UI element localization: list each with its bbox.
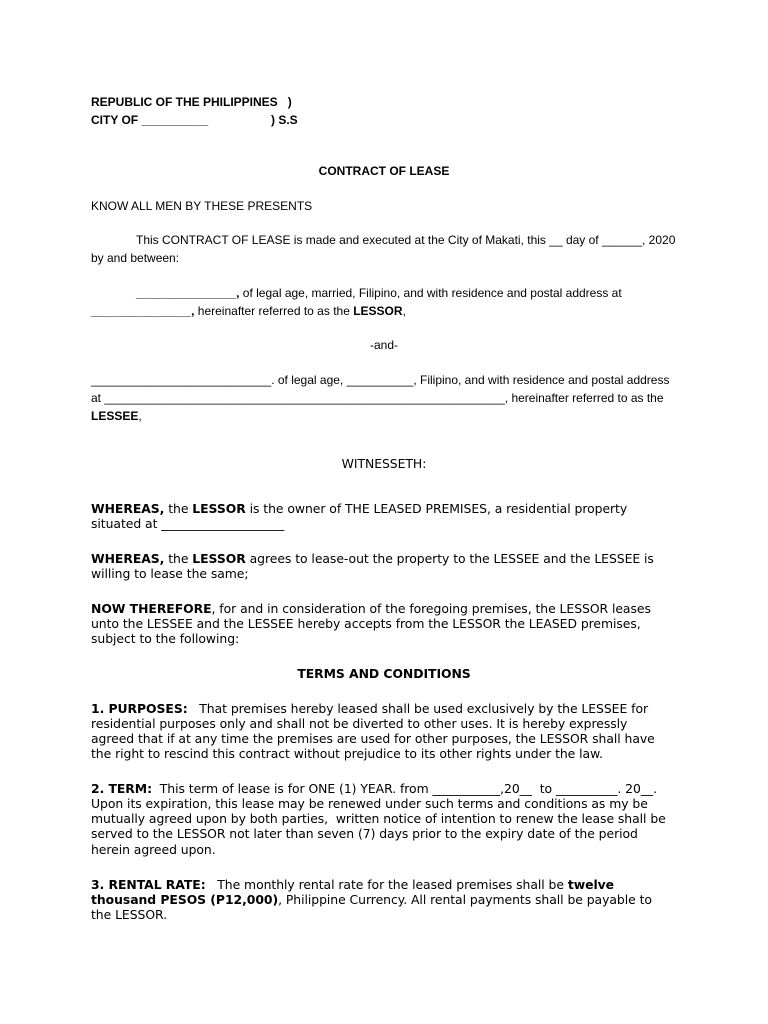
rental-line-2 bbox=[91, 892, 652, 907]
city-blank: __________ bbox=[141, 113, 209, 127]
whereas-2-line-2: willing to lease the same; bbox=[91, 566, 249, 581]
whereas-1-line-2: situated at ____________________ bbox=[91, 516, 285, 531]
now-therefore-line-3: subject to the following: bbox=[91, 631, 240, 646]
rental-amount-a: twelve bbox=[567, 877, 615, 892]
purposes-line-4: the right to rescind this contract without prejudice to its other rights under the law. bbox=[91, 746, 603, 761]
purposes-line-1 bbox=[91, 701, 648, 716]
whereas-2-lessor: LESSOR bbox=[192, 551, 246, 566]
whereas-2-lead: WHEREAS, bbox=[91, 551, 165, 566]
city-line bbox=[91, 112, 208, 129]
whereas-1-text-b: is the owner of THE LEASED PREMISES, a residential property bbox=[245, 501, 628, 516]
whereas-1-lead: WHEREAS, bbox=[91, 501, 165, 516]
intro-line-1: This CONTRACT OF LEASE is made and executed at the City of Makati, this __ day of ______, 2020 bbox=[136, 233, 676, 247]
lessor-name-blank: _______________, bbox=[136, 286, 240, 300]
republic-line: REPUBLIC OF THE PHILIPPINES ) bbox=[91, 95, 292, 109]
lessee-line-2: at ____________________________________________________________, hereinafter referred to as the bbox=[91, 391, 664, 405]
lessor-line-1 bbox=[136, 285, 622, 302]
lessee-line-3 bbox=[91, 408, 142, 425]
intro-line-2: by and between: bbox=[91, 251, 180, 265]
city-label: CITY OF bbox=[91, 113, 142, 127]
rental-text: The monthly rental rate for the leased premises shall be bbox=[205, 877, 568, 892]
city-ss: ) S.S bbox=[271, 113, 298, 127]
term-line-1 bbox=[91, 781, 657, 796]
terms-heading: TERMS AND CONDITIONS bbox=[297, 666, 471, 681]
know-all-line: KNOW ALL MEN BY THESE PRESENTS bbox=[91, 199, 313, 213]
rental-lead: 3. RENTAL RATE: bbox=[91, 877, 206, 892]
witnesseth-heading: WITNESSETH: bbox=[341, 456, 427, 471]
term-line-5: herein agreed upon. bbox=[91, 842, 216, 857]
lessee-line-1: ___________________________. of legal age, __________, Filipino, and with residence and postal address bbox=[91, 373, 670, 387]
lessor-line-2 bbox=[91, 303, 406, 320]
lessee-role: LESSEE bbox=[91, 409, 139, 423]
whereas-2-line-1 bbox=[91, 551, 654, 566]
purposes-line-3: agreed that if at any time the premises are used for other purposes, the LESSOR shall have bbox=[91, 731, 655, 746]
lessor-line-2-text: hereinafter referred to as the bbox=[194, 304, 354, 318]
whereas-1-text-a: the bbox=[164, 501, 193, 516]
rental-line-3: the LESSOR. bbox=[91, 907, 168, 922]
now-therefore-line-1 bbox=[91, 601, 651, 616]
purposes-lead: 1. PURPOSES: bbox=[91, 701, 188, 716]
term-line-3: mutually agreed upon by both parties, written notice of intention to renew the lease shall be bbox=[91, 811, 666, 826]
whereas-2-text-b: agrees to lease-out the property to the LESSEE and the LESSEE is bbox=[245, 551, 654, 566]
lessor-line-2-end: , bbox=[402, 304, 406, 318]
document-title: CONTRACT OF LEASE bbox=[318, 164, 450, 178]
rental-amount-b: thousand PESOS (P12,000) bbox=[91, 892, 279, 907]
whereas-1-line-1 bbox=[91, 501, 627, 516]
whereas-1-lessor: LESSOR bbox=[192, 501, 246, 516]
term-text: This term of lease is for ONE (1) YEAR. from ___________,20__ to __________. 20__. bbox=[152, 781, 658, 796]
lessee-line-3-end: , bbox=[138, 409, 142, 423]
rental-line-1 bbox=[91, 877, 614, 892]
and-separator: -and- bbox=[369, 338, 398, 352]
now-therefore-line-2: unto the LESSEE and the LESSEE hereby accepts from the LESSOR the LEASED premises, bbox=[91, 616, 641, 631]
rental-text-b: , Philippine Currency. All rental payments shall be payable to bbox=[278, 892, 652, 907]
purposes-line-2: residential purposes only and shall not be diverted to other uses. It is hereby expressly bbox=[91, 716, 628, 731]
purposes-text: That premises hereby leased shall be used exclusively by the LESSEE for bbox=[187, 701, 649, 716]
lessor-line-1-text: of legal age, married, Filipino, and with residence and postal address at bbox=[239, 286, 622, 300]
lessor-role: LESSOR bbox=[353, 304, 403, 318]
term-lead: 2. TERM: bbox=[91, 781, 152, 796]
term-line-2: Upon its expiration, this lease may be renewed under such terms and conditions as my be bbox=[91, 796, 648, 811]
now-therefore-text: , for and in consideration of the foregoing premises, the LESSOR leases bbox=[211, 601, 651, 616]
now-therefore-lead: NOW THEREFORE bbox=[91, 601, 212, 616]
lessor-address-blank: _______________, bbox=[91, 304, 195, 318]
term-line-4: served to the LESSOR not later than seven (7) days prior to the expiry date of the period bbox=[91, 826, 638, 841]
whereas-2-text-a: the bbox=[164, 551, 193, 566]
